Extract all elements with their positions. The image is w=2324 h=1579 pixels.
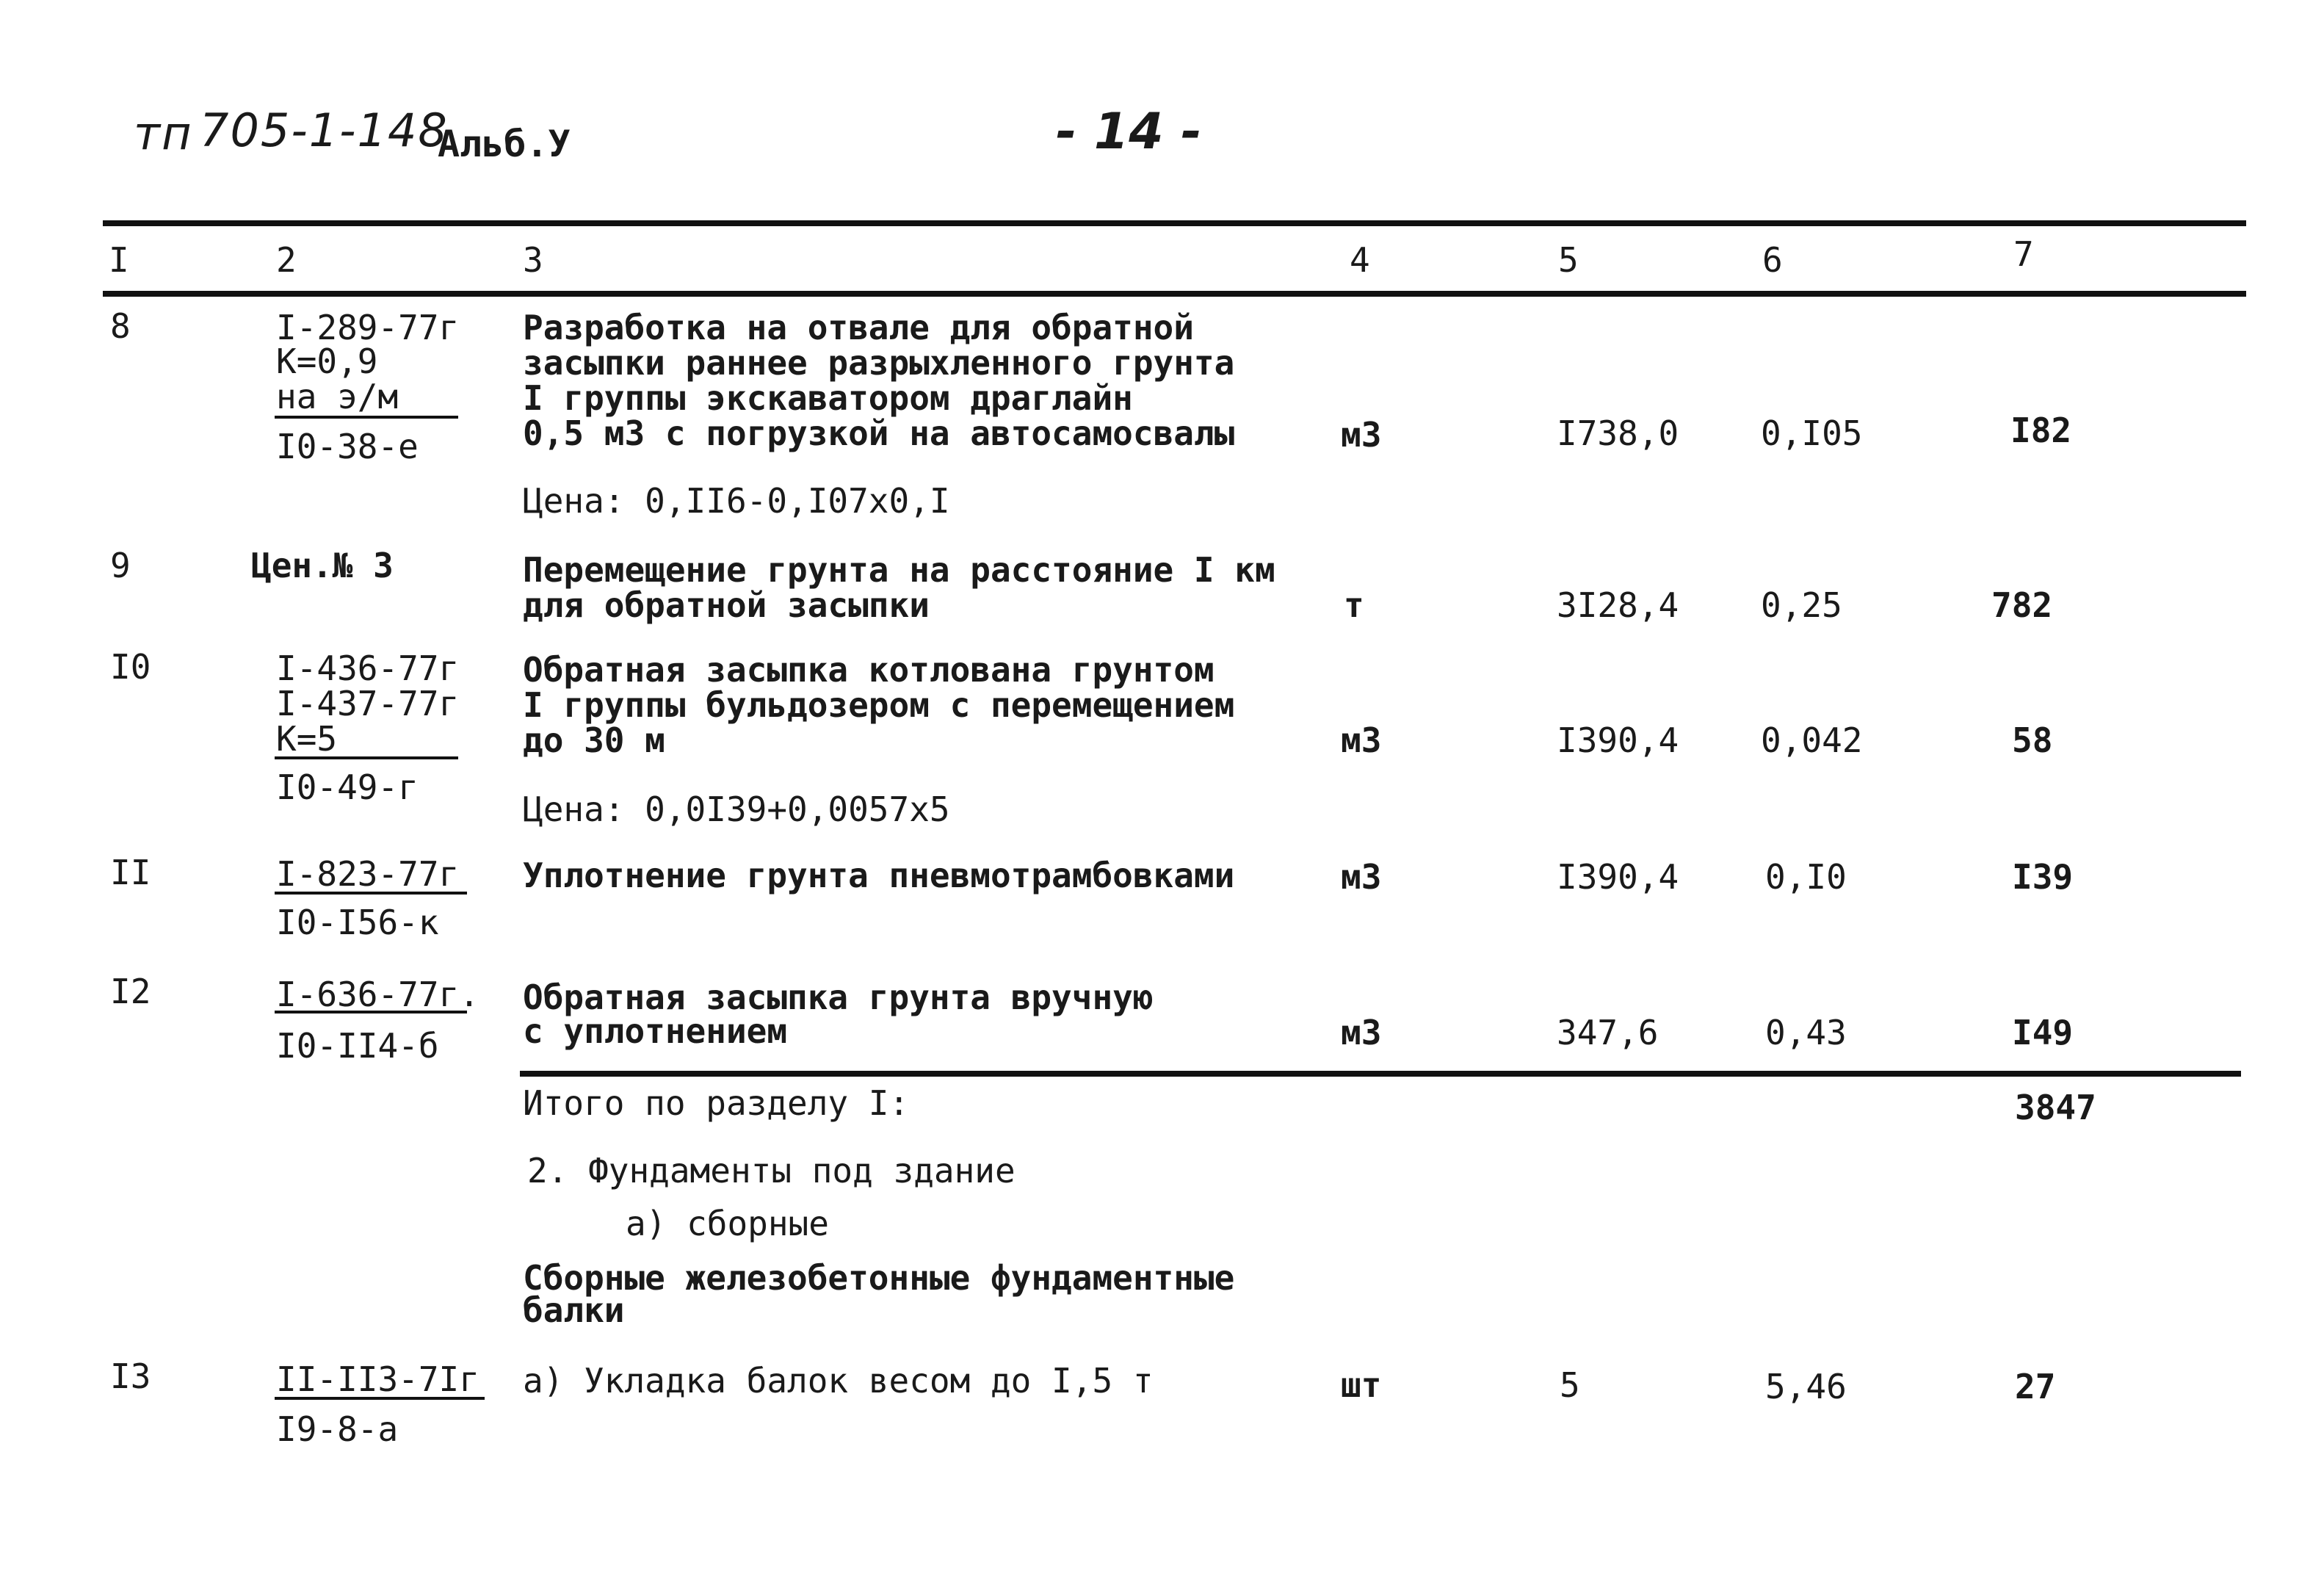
row-number: 8 [110, 306, 131, 346]
work-description: Уплотнение грунта пневмотрамбовками [523, 856, 1235, 895]
work-description: для обратной засыпки [523, 585, 930, 625]
section-subheading: а) сборные [626, 1204, 829, 1243]
total-cost: 27 [2015, 1367, 2056, 1406]
work-description: засыпки раннее разрыхленного грунта [523, 343, 1235, 383]
price-note: Цена: 0,II6-0,I07x0,I [523, 481, 950, 521]
norm-code: II-II3-7Iг [276, 1359, 479, 1399]
work-description: Обратная засыпка котлована грунтом [523, 650, 1215, 690]
total-cost: I39 [2012, 857, 2074, 897]
work-description: I группы бульдозером с перемещением [523, 685, 1235, 725]
doc-code-number: 705-1-148 [200, 104, 449, 157]
quantity: I390,4 [1557, 857, 1679, 897]
price-code: I0-49-г [276, 767, 419, 807]
norm-code: I-823-77г [276, 854, 460, 894]
row-number: I3 [110, 1356, 151, 1396]
code-divider [275, 1011, 467, 1013]
total-cost: 782 [1991, 585, 2053, 625]
unit: м3 [1341, 857, 1382, 897]
section-description: Сборные железобетонные фундаментные [523, 1258, 1235, 1298]
total-cost: 58 [2012, 720, 2053, 760]
unit: м3 [1341, 720, 1382, 760]
work-description: а) Укладка балок весом до I,5 т [523, 1361, 1154, 1401]
total-cost: I82 [2010, 411, 2072, 450]
price-code: I0-I56-к [276, 903, 439, 942]
unit-price: 0,042 [1761, 720, 1863, 760]
code-divider [275, 1397, 485, 1400]
work-description: до 30 м [523, 720, 665, 760]
col-header-3: 3 [523, 240, 543, 280]
col-header-2: 2 [276, 240, 297, 280]
col-header-4: 4 [1350, 240, 1370, 280]
table-top-rule [103, 220, 2246, 226]
quantity: 5 [1560, 1365, 1580, 1405]
subtotal-label: Итого по разделу I: [523, 1083, 910, 1123]
quantity: 3I28,4 [1557, 585, 1679, 625]
row-number: I2 [110, 972, 151, 1011]
work-description: с уплотнением [523, 1011, 788, 1051]
table-header-rule [103, 291, 2246, 297]
work-description: Разработка на отвале для обратной [523, 308, 1194, 347]
norm-code: К=0,9 [276, 342, 378, 381]
unit: м3 [1341, 415, 1382, 455]
work-description: 0,5 м3 с погрузкой на автосамосвалы [523, 413, 1235, 453]
page-number: - 14 - [1056, 103, 1202, 161]
norm-code: I-437-77г [276, 684, 460, 723]
work-description: Перемещение грунта на расстояние I км [523, 550, 1275, 590]
unit-price: 5,46 [1765, 1367, 1847, 1406]
quantity: I738,0 [1557, 413, 1679, 453]
subtotal-total: 3847 [2015, 1088, 2096, 1127]
code-divider [275, 892, 467, 895]
price-code: Цен.№ 3 [251, 546, 394, 585]
unit-price: 0,25 [1761, 585, 1842, 625]
work-description: Обратная засыпка грунта вручную [523, 978, 1154, 1017]
col-header-1: I [109, 240, 129, 280]
unit: м3 [1341, 1013, 1382, 1052]
unit-price: 0,I05 [1761, 413, 1863, 453]
subtotal-rule [520, 1071, 2241, 1077]
col-header-6: 6 [1762, 240, 1783, 280]
price-code: I0-38-е [276, 427, 419, 466]
total-cost: I49 [2012, 1013, 2074, 1052]
norm-code: на э/м [276, 377, 399, 416]
norm-code: I-436-77г [276, 648, 460, 688]
doc-code-prefix: тп [134, 106, 193, 160]
norm-code: I-636-77г. [276, 975, 479, 1014]
row-number: I0 [110, 647, 151, 687]
row-number: II [110, 853, 151, 892]
price-code: I0-II4-б [276, 1026, 439, 1066]
norm-code: К=5 [276, 719, 338, 759]
norm-code: I-289-77г [276, 308, 460, 347]
work-description: I группы экскаватором драглайн [523, 378, 1133, 418]
price-note: Цена: 0,0I39+0,0057x5 [523, 790, 950, 829]
unit: т [1344, 585, 1364, 625]
col-header-5: 5 [1558, 240, 1579, 280]
quantity: I390,4 [1557, 720, 1679, 760]
row-number: 9 [110, 546, 131, 585]
unit-price: 0,I0 [1765, 857, 1847, 897]
price-code: I9-8-а [276, 1409, 399, 1449]
unit-price: 0,43 [1765, 1013, 1847, 1052]
unit: шт [1341, 1365, 1382, 1405]
section-heading: 2. Фундаменты под здание [527, 1151, 1016, 1190]
code-divider [275, 756, 458, 759]
section-description: балки [523, 1290, 625, 1330]
col-header-7: 7 [2013, 234, 2034, 274]
album-label: Альб.У [438, 123, 571, 165]
quantity: 347,6 [1557, 1013, 1659, 1052]
code-divider [275, 416, 458, 419]
